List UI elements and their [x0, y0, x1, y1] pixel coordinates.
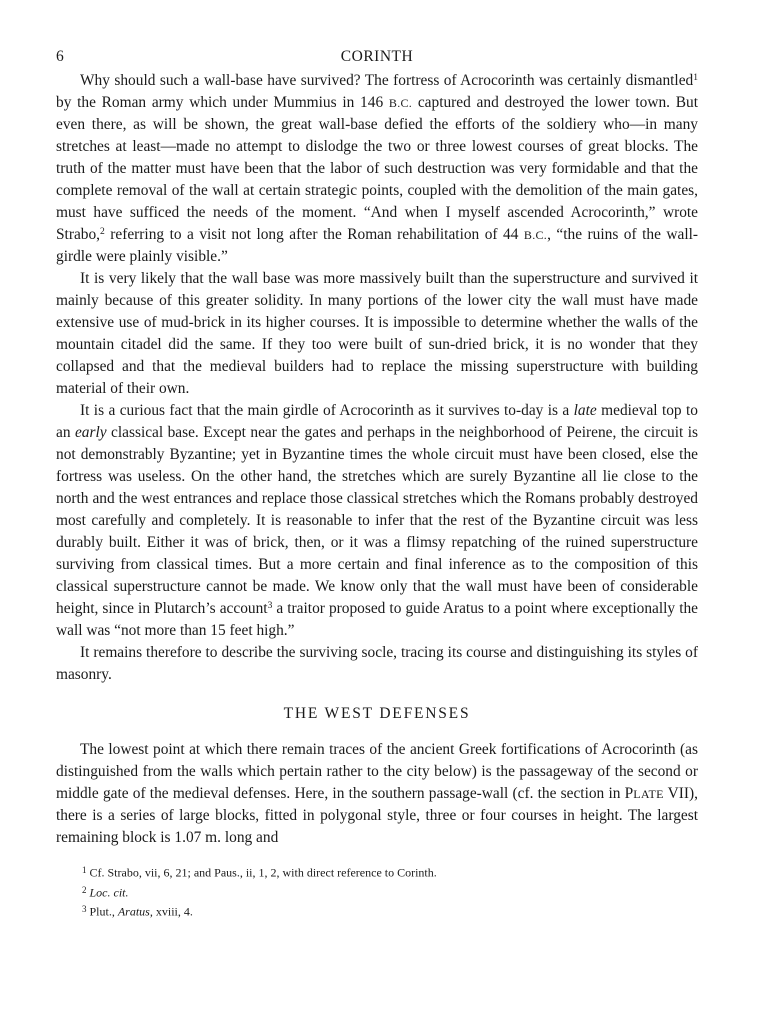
- text-run: The lowest point at which there remain traces of the ancient Greek fortifications of Acrocorinth (as distinguished from the walls which pertain rather to the city below) is the passageway of the second or middle gate of the medieval defenses. Here, in the southern passage-wall (cf. the section in: [56, 741, 698, 802]
- footnote-reference: 2: [100, 225, 105, 237]
- text-run: P: [624, 785, 634, 802]
- small-caps-text: LATE: [633, 787, 664, 801]
- text-run: It is a curious fact that the main girdle of Acrocorinth as it survives to-day is a: [80, 402, 574, 419]
- paragraph: [56, 739, 698, 849]
- italic-text: Aratus,: [117, 904, 153, 919]
- text-run: , “the ruins of the wall-girdle were plainly visible.”: [56, 226, 698, 265]
- page-number: 6: [56, 48, 64, 65]
- text-run: a traitor proposed to guide Aratus to a point where exceptionally the wall was “not more than 15 feet high.”: [56, 600, 698, 639]
- text-run: referring to a visit not long after the Roman rehabilitation of 44: [104, 226, 524, 243]
- footnote: [82, 901, 698, 921]
- footnote-text: [90, 905, 193, 919]
- running-title: CORINTH: [340, 48, 414, 65]
- italic-text: early: [74, 424, 107, 441]
- italic-text: late: [573, 402, 597, 419]
- footnote-mark: 2: [82, 884, 87, 895]
- text-run: Plut.,: [89, 904, 118, 919]
- footnote: [82, 862, 698, 882]
- italic-text: Loc. cit.: [89, 885, 129, 900]
- paragraph: [56, 70, 698, 268]
- paragraph: [56, 400, 698, 642]
- footnotes: [56, 862, 698, 921]
- footnote-mark: 1: [82, 865, 87, 875]
- main-text: [56, 70, 698, 849]
- text-run: It is very likely that the wall base was more massively built than the superstructure and survived it mainly because of this greater solidity. In many portions of the lower city the wall must have made extensive use of mud-brick in its higher courses. It is impossible to determine whether the walls of the mountain citadel did the same. If they too were built of sun-dried brick, it is no wonder that they collapsed and that the medieval builders had to replace the missing superstructure with building material of their own.: [56, 270, 698, 397]
- small-caps-text: B.C.: [388, 96, 413, 110]
- text-run: by the Roman army which under Mummius in 146: [56, 94, 389, 111]
- footnote-text: [90, 885, 129, 899]
- text-run: xviii, 4.: [152, 904, 193, 919]
- text-run: classical base. Except near the gates and perhaps in the neighborhood of Peirene, the circuit is not demonstrably Byzantine; yet in Byzantine times the whole circuit must have been closed, else the fortress was useless. On the other hand, the stretches which are surely Byzantine all lie close to the north and the west entrances and replace those classical stretches which the Romans probably destroyed most carefully and completely. It is reasonable to infer that the rest of the Byzantine circuit was less durably built. Either it was of brick, then, or it was a flimsy repatching of the ruined superstructure surviving from classical times. But a more certain and final inference as to the composition of this classical superstructure cannot be made. We know only that the wall must have been of considerable height, since in Plutarch’s account: [56, 424, 699, 617]
- footnote: [82, 882, 698, 902]
- text-run: VII), there is a series of large blocks, fitted in polygonal style, three or four courses in height. The largest remaining block is 1.07 m. long and: [56, 785, 698, 846]
- section-heading: THE WEST DEFENSES: [283, 705, 471, 722]
- footnote-reference: 3: [267, 599, 273, 611]
- text-run: captured and destroyed the lower town. But even there, as will be shown, the great wall-base defied the efforts of the soldiery who—in many stretches at least—made no attempt to dislodge the two or three lowest courses of great blocks. The truth of the matter must have been that the labor of such destruction was very formidable and that the complete removal of the wall at certain strategic points, coupled with the demolition of the main gates, must have sufficed the needs of the moment. “And when I myself ascended Acrocorinth,” wrote Strabo,: [56, 94, 698, 243]
- text-run: Why should such a wall-base have survived? The fortress of Acrocorinth was certainly dismantled: [80, 72, 694, 89]
- footnote-mark: 3: [82, 904, 87, 915]
- text-run: Cf. Strabo, vii, 6, 21; and Paus., ii, 1, 2, with direct reference to Corinth.: [89, 865, 437, 880]
- footnote-text: [90, 866, 437, 880]
- running-head: [56, 44, 698, 70]
- footnote-reference: 1: [693, 71, 698, 83]
- small-caps-text: B.C.: [523, 228, 548, 242]
- page: [56, 44, 698, 921]
- paragraph: [56, 268, 698, 400]
- text-run: medieval top to an: [56, 402, 698, 441]
- text-run: It remains therefore to describe the surviving socle, tracing its course and distinguishing its styles of masonry.: [56, 644, 698, 683]
- paragraph: [56, 642, 698, 686]
